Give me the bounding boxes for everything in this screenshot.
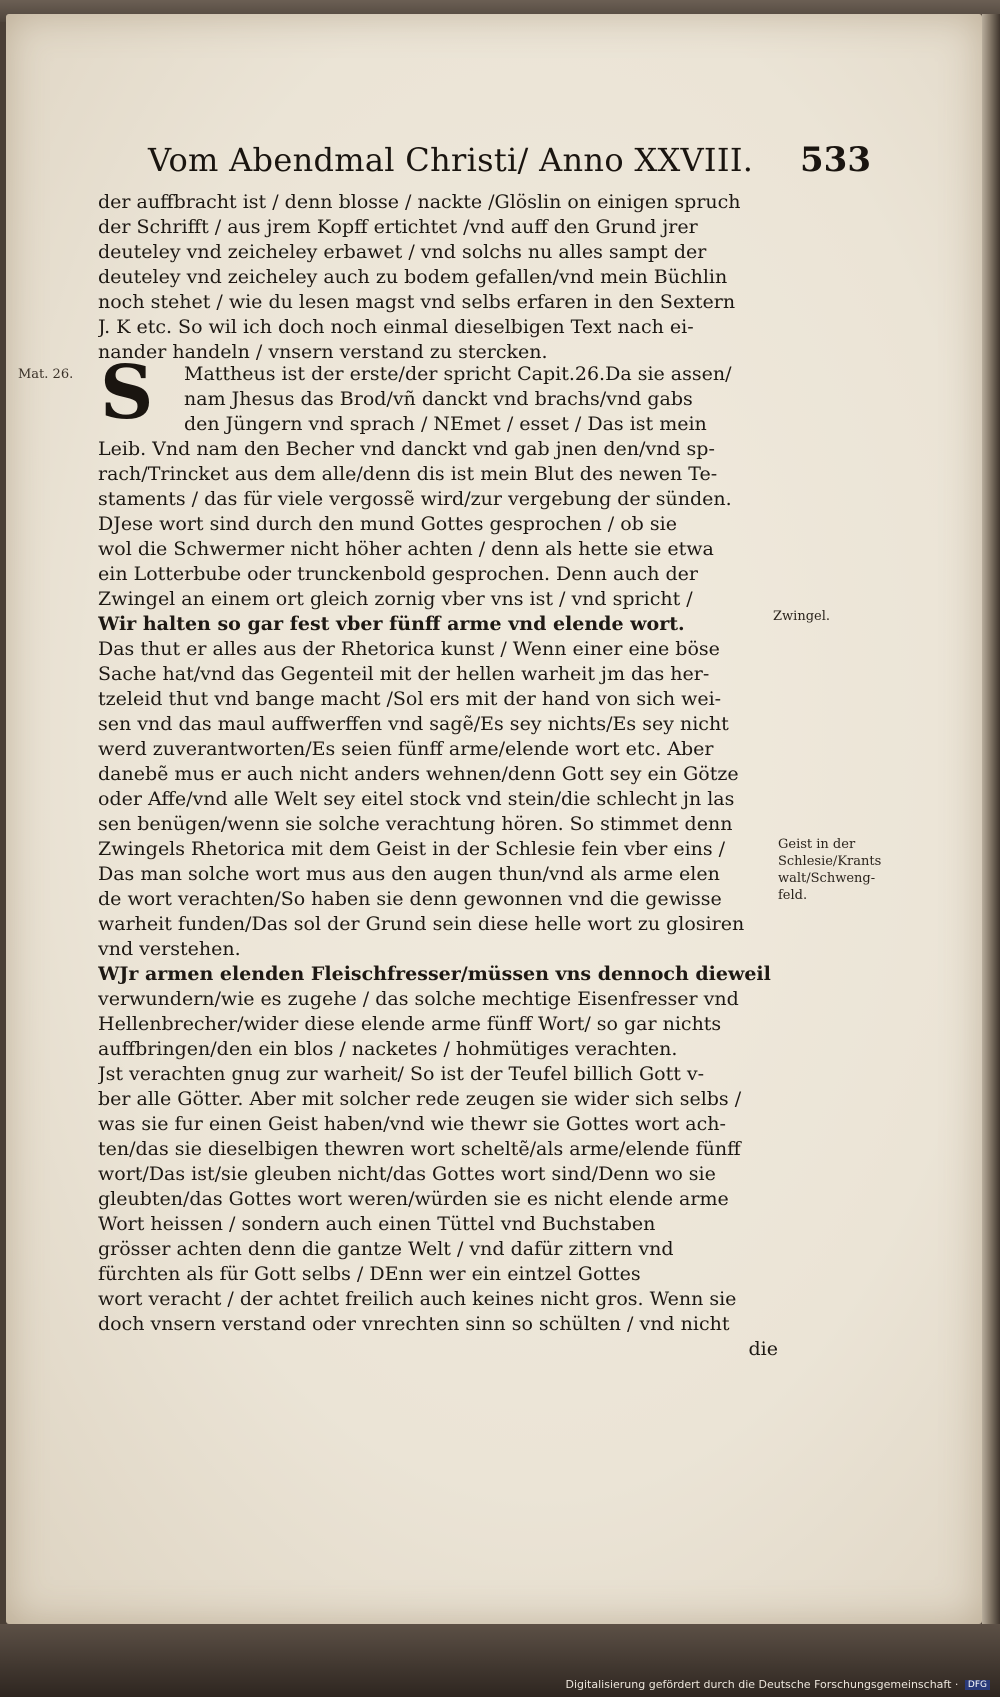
- paragraph-2: [98, 362, 778, 1362]
- text-line: Das thut er alles aus der Rhetorica kunst / Wenn einer eine böse: [98, 638, 720, 660]
- credit-text: Digitalisierung gefördert durch die Deutsche Forschungsgemeinschaft ·: [565, 1678, 959, 1691]
- text-line-emphasis: Wir halten so gar fest vber fünff arme vnd elende wort.: [98, 613, 685, 635]
- margin-note-line: feld.: [778, 888, 808, 903]
- digitization-credit: [565, 1678, 990, 1691]
- text-line: grösser achten denn die gantze Welt / vnd dafür zittern vnd: [98, 1238, 674, 1260]
- text-line: Wort heissen / sondern auch einen Tüttel vnd Buchstaben: [98, 1213, 656, 1235]
- text-line: ein Lotterbube oder trunckenbold gesprochen. Denn auch der: [98, 563, 699, 585]
- text-line: rach/Trincket aus dem alle/denn dis ist mein Blut des newen Te-: [98, 463, 718, 485]
- text-line: ber alle Götter. Aber mit solcher rede zeugen sie wider sich selbs /: [98, 1088, 742, 1110]
- text-line: Mattheus ist der erste/der spricht Capit.26.Da sie assen/: [184, 363, 732, 385]
- text-line: fürchten als für Gott selbs / DEnn wer ein eintzel Gottes: [98, 1263, 641, 1285]
- text-line: der auffbracht ist / denn blosse / nackte /Glöslin on einigen spruch: [98, 191, 741, 213]
- margin-note-zwingel: Zwingel.: [773, 609, 830, 624]
- text-line: WJr armen elenden Fleischfresser/müssen vns dennoch dieweil: [98, 963, 771, 985]
- text-line: wort/Das ist/sie gleuben nicht/das Gottes wort sind/Denn wo sie: [98, 1163, 716, 1185]
- margin-note-mat: Mat. 26.: [18, 367, 74, 382]
- text-line: Leib. Vnd nam den Becher vnd danckt vnd gab jnen den/vnd sp-: [98, 438, 715, 460]
- text-line: sen benügen/wenn sie solche verachtung hören. So stimmet denn: [98, 813, 733, 835]
- text-line: deuteley vnd zeicheley erbawet / vnd solchs nu alles sampt der: [98, 241, 707, 263]
- text-line: Das man solche wort mus aus den augen thun/vnd als arme elen: [98, 863, 720, 885]
- text-line: staments / das für viele vergossẽ wird/zur vergebung der sünden.: [98, 488, 732, 510]
- margin-note-line: Schlesie/Krants: [778, 854, 882, 869]
- text-line: vnd verstehen.: [98, 938, 241, 960]
- catchword: die: [748, 1338, 778, 1360]
- text-line: de wort verachten/So haben sie denn gewonnen vnd die gewisse: [98, 888, 722, 910]
- running-head: Vom Abendmal Christi/ Anno XXVIII.: [148, 141, 754, 179]
- text-line: tzeleid thut vnd bange macht /Sol ers mit der hand von sich wei-: [98, 688, 722, 710]
- text-line: oder Affe/vnd alle Welt sey eitel stock vnd stein/die schlecht jn las: [98, 788, 735, 810]
- text-line: den Jüngern vnd sprach / NEmet / esset / Das ist mein: [184, 413, 707, 435]
- text-line: der Schrifft / aus jrem Kopff ertichtet /vnd auff den Grund jrer: [98, 216, 698, 238]
- paragraph-1: [98, 190, 778, 365]
- text-line: Hellenbrecher/wider diese elende arme fünff Wort/ so gar nichts: [98, 1013, 722, 1035]
- text-line: Zwingels Rhetorica mit dem Geist in der Schlesie fein vber eins /: [98, 838, 726, 860]
- text-line: verwundern/wie es zugehe / das solche mechtige Eisenfresser vnd: [98, 988, 739, 1010]
- text-line: was sie fur einen Geist haben/vnd wie thewr sie Gottes wort ach-: [98, 1113, 726, 1135]
- margin-note-line: walt/Schweng-: [778, 871, 876, 886]
- text-line: wol die Schwermer nicht höher achten / denn als hette sie etwa: [98, 538, 714, 560]
- text-line: nam Jhesus das Brod/vñ danckt vnd brachs/vnd gabs: [184, 388, 693, 410]
- text-line: J. K etc. So wil ich doch noch einmal dieselbigen Text nach ei-: [98, 316, 694, 338]
- text-line: DJese wort sind durch den mund Gottes gesprochen / ob sie: [98, 513, 677, 535]
- text-line: noch stehet / wie du lesen magst vnd selbs erfaren in den Sextern: [98, 291, 736, 313]
- text-line: wort veracht / der achtet freilich auch keines nicht gros. Wenn sie: [98, 1288, 737, 1310]
- text-line: Jst verachten gnug zur warheit/ So ist der Teufel billich Gott v-: [98, 1063, 705, 1085]
- margin-note-geist: [778, 836, 881, 904]
- text-line: auffbringen/den ein blos / nacketes / hohmütiges verachten.: [98, 1038, 678, 1060]
- page-number: 533: [800, 140, 871, 180]
- text-line: Sache hat/vnd das Gegenteil mit der hellen warheit jm das her-: [98, 663, 710, 685]
- dfg-logo: DFG: [965, 1680, 990, 1690]
- text-line: doch vnsern verstand oder vnrechten sinn so schülten / vnd nicht: [98, 1313, 730, 1335]
- drop-cap: S: [100, 350, 154, 436]
- text-line: danebẽ mus er auch nicht anders wehnen/denn Gott sey ein Götze: [98, 763, 739, 785]
- text-line: ten/das sie dieselbigen thewren wort scheltẽ/als arme/elende fünff: [98, 1138, 741, 1160]
- text-line: nander handeln / vnsern verstand zu stercken.: [98, 341, 548, 363]
- text-line: gleubten/das Gottes wort weren/würden sie es nicht elende arme: [98, 1188, 729, 1210]
- text-line: deuteley vnd zeicheley auch zu bodem gefallen/vnd mein Büchlin: [98, 266, 728, 288]
- page-gutter-edge: [982, 14, 1000, 1624]
- text-line: Zwingel an einem ort gleich zornig vber vns ist / vnd spricht /: [98, 588, 693, 610]
- text-line: warheit funden/Das sol der Grund sein diese helle wort zu glosiren: [98, 913, 745, 935]
- text-line: sen vnd das maul auffwerffen vnd sagẽ/Es sey nichts/Es sey nicht: [98, 713, 729, 735]
- margin-note-line: Geist in der: [778, 837, 856, 852]
- text-line: werd zuverantworten/Es seien fünff arme/elende wort etc. Aber: [98, 738, 714, 760]
